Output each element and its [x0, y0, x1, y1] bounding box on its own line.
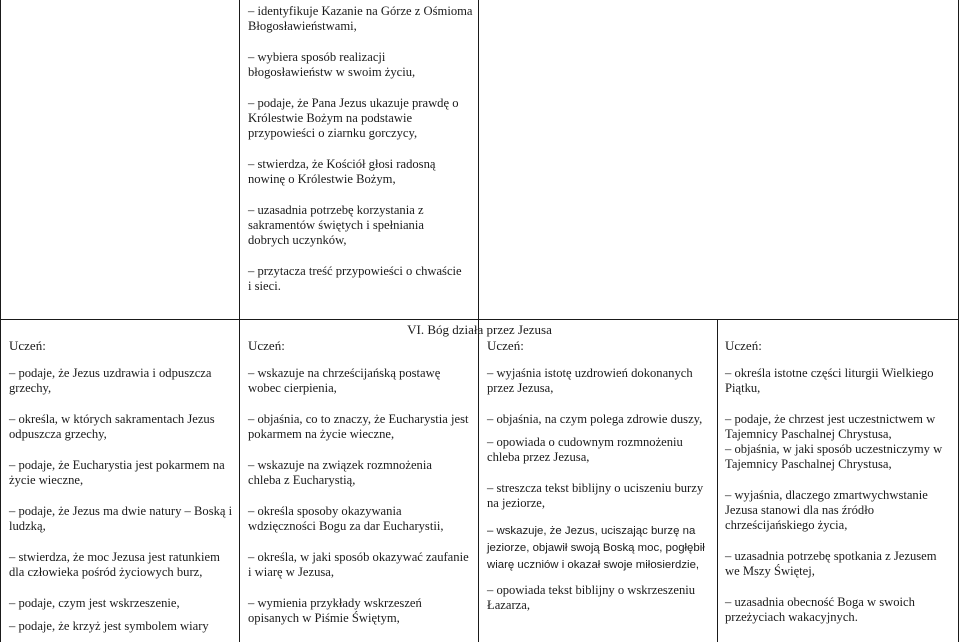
list-item: – wymienia przykłady wskrzeszeń opisanych w Piśmie Świętym,	[248, 596, 422, 625]
top-cell	[248, 4, 476, 294]
list-item: – podaje, że Eucharystia jest pokarmem na życie wieczne,	[9, 458, 225, 487]
list-item: – opowiada tekst biblijny o wskrzeszeniu Łazarza,	[487, 583, 696, 612]
list-item: – podaje, że chrzest jest uczestnictwem w Tajemnicy Paschalnej Chrystusa, – objaśnia, w jaki sposób uczestniczymy w Tajemnicy Paschalnej Chrystusa,	[725, 412, 943, 471]
top-item: – identyfikuje Kazanie na Górze z Ośmioma Błogosławieństwami,	[248, 4, 473, 33]
column-4	[725, 366, 956, 625]
list-item: – podaje, czym jest wskrzeszenie,	[9, 596, 180, 610]
table-border-col3	[717, 320, 718, 642]
table-border-col1	[239, 0, 240, 642]
top-item: – podaje, że Pana Jezus ukazuje prawdę o Królestwie Bożym na podstawie przypowieści o ziarnku gorczycy,	[248, 96, 459, 140]
list-item: – wyjaśnia istotę uzdrowień dokonanych przez Jezusa,	[487, 366, 693, 395]
top-item: – stwierdza, że Kościół głosi radosną nowinę o Królestwie Bożym,	[248, 157, 436, 186]
table-border-left	[0, 0, 1, 642]
list-item: – określa sposoby okazywania wdzięczności Bogu za dar Eucharystii,	[248, 504, 444, 533]
column-header: Uczeń:	[487, 338, 524, 353]
list-item: – określa istotne części liturgii Wielkiego Piątku,	[725, 366, 934, 395]
column-header: Uczeń:	[725, 338, 762, 353]
list-item: – objaśnia, co to znaczy, że Eucharystia jest pokarmem na życie wieczne,	[248, 412, 469, 441]
list-item: – uzasadnia potrzebę spotkania z Jezusem we Mszy Świętej,	[725, 549, 937, 578]
column-3	[487, 366, 715, 613]
list-item: – uzasadnia obecność Boga w swoich przeżyciach wakacyjnych.	[725, 595, 915, 624]
column-2	[248, 366, 476, 626]
list-item: – stwierdza, że moc Jezusa jest ratunkiem dla człowieka pośród życiowych burz,	[9, 550, 220, 579]
table-row-divider	[0, 319, 959, 320]
section-title: VI. Bóg działa przez Jezusa	[407, 322, 552, 337]
table-border-col2	[478, 0, 479, 642]
list-item: – określa, w jaki sposób okazywać zaufanie i wiarę w Jezusa,	[248, 550, 469, 579]
list-item: – streszcza tekst biblijny o uciszeniu burzy na jeziorze,	[487, 481, 704, 510]
list-item: – podaje, że Jezus uzdrawia i odpuszcza grzechy,	[9, 366, 212, 395]
list-item: – podaje, że Jezus ma dwie natury – Boską i ludzką,	[9, 504, 233, 533]
top-item: – przytacza treść przypowieści o chwaście i sieci.	[248, 264, 462, 293]
top-item: – uzasadnia potrzebę korzystania z sakramentów świętych i spełniania dobrych uczynków,	[248, 203, 424, 247]
list-item: – wskazuje na związek rozmnożenia chleba z Eucharystią,	[248, 458, 432, 487]
list-item: – wskazuje na chrześcijańską postawę wobec cierpienia,	[248, 366, 441, 395]
list-item: – objaśnia, na czym polega zdrowie duszy,	[487, 412, 703, 426]
column-header: Uczeń:	[248, 338, 285, 353]
list-item: – określa, w których sakramentach Jezus odpuszcza grzechy,	[9, 412, 215, 441]
list-item: – podaje, że krzyż jest symbolem wiary	[9, 619, 209, 633]
list-item: – opowiada o cudownym rozmnożeniu chleba przez Jezusa,	[487, 435, 683, 464]
column-header: Uczeń:	[9, 338, 46, 353]
list-item: – wyjaśnia, dlaczego zmartwychwstanie Jezusa stanowi dla nas źródło chrześcijańskiego życia,	[725, 488, 928, 532]
list-item: – wskazuje, że Jezus, uciszając burzę na jeziorze, objawił swoją Boską moc, pogłębił wiarę uczniów i okazał swoje miłosierdzie,	[487, 525, 705, 571]
top-item: – wybiera sposób realizacji błogosławieństw w swoim życiu,	[248, 50, 416, 79]
column-1	[9, 366, 237, 634]
